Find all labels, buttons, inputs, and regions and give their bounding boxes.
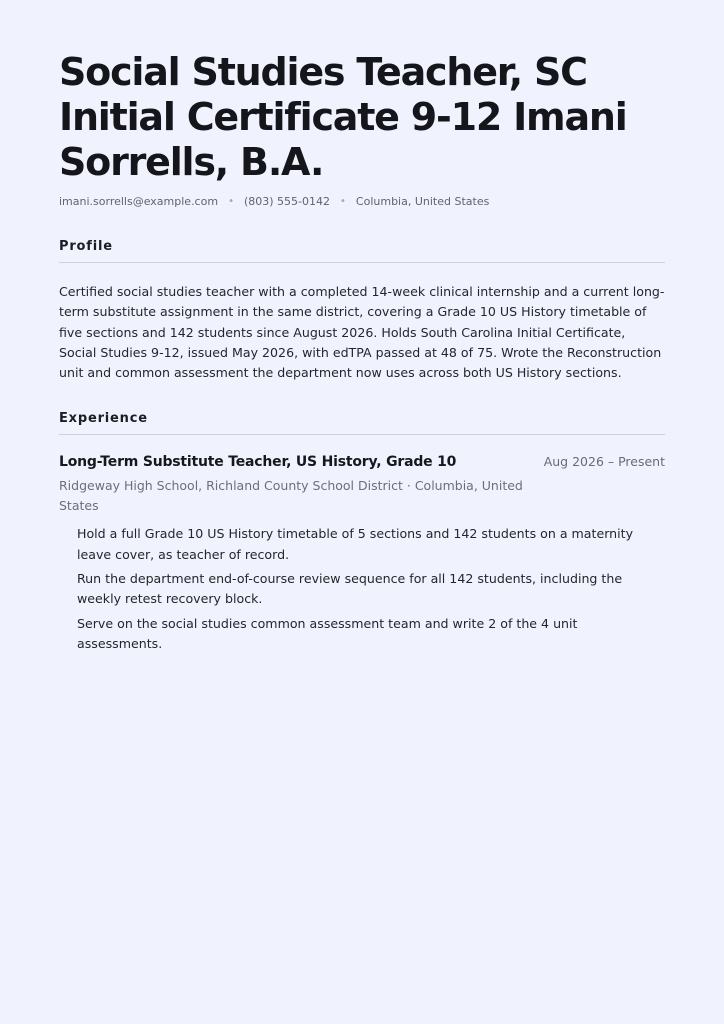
contact-location: Columbia, United States <box>355 194 490 208</box>
job-bullet: Serve on the social studies common assessment team and write 2 of the 4 unit assessments. <box>77 615 578 651</box>
job-bullet: Hold a full Grade 10 US History timetable of 5 sections and 142 students on a maternity leave cover, as teacher of record. <box>77 526 634 562</box>
job-header <box>59 454 665 470</box>
job-title: Long-Term Substitute Teacher, US History, Grade 10 <box>59 454 457 471</box>
profile-section-title: Profile <box>59 239 665 263</box>
profile-section <box>59 239 665 383</box>
contact-separator: • <box>340 195 346 207</box>
experience-section-title: Experience <box>59 411 665 435</box>
profile-summary: Certified social studies teacher with a completed 14-week clinical internship and a current long-term substitute assignment in the same district, covering a Grade 10 US History timetable of five sections and 142 students since August 2026. Holds South Carolina Initial Certificate, Social Studies 9-12, issued May 2026, with edTPA passed at 48 of 75. Wrote the Reconstruction unit and common assessment the department now uses across both US History sections. <box>59 284 665 381</box>
contact-line <box>59 193 665 209</box>
resume-name-heading: Social Studies Teacher, SC Initial Certificate 9-12 Imani Sorrells, B.A. <box>59 50 627 184</box>
contact-email: imani.sorrells@example.com <box>59 194 219 208</box>
job-bullet: Run the department end-of-course review sequence for all 142 students, including the weekly retest recovery block. <box>77 571 623 607</box>
job-entry <box>59 454 665 654</box>
job-bullets <box>59 524 665 654</box>
contact-phone: (803) 555-0142 <box>243 194 331 208</box>
experience-section <box>59 411 665 654</box>
job-organization: Ridgeway High School, Richland County School District · Columbia, United States <box>59 478 523 514</box>
job-dates: Aug 2026 – Present <box>543 454 665 470</box>
contact-separator: • <box>228 195 234 207</box>
